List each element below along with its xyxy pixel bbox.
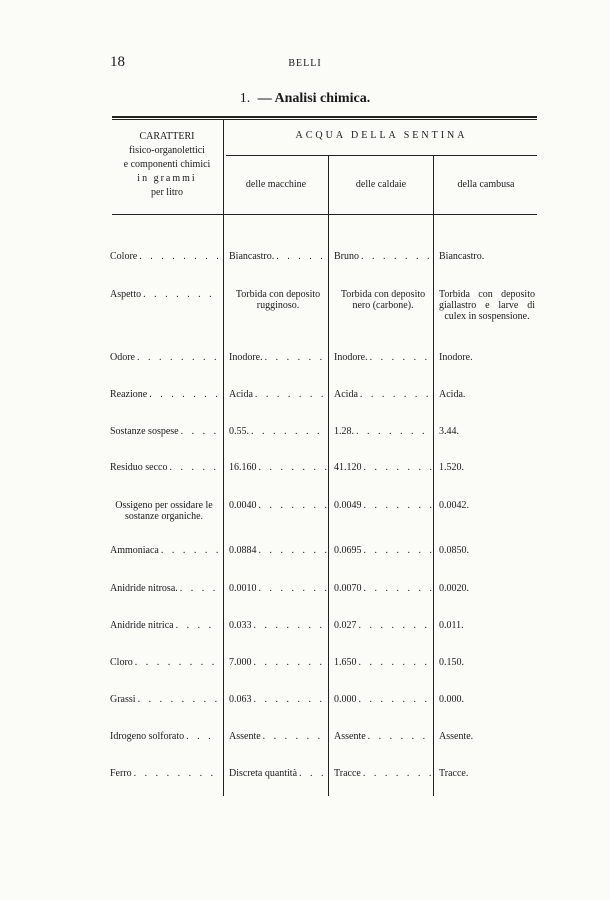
cell-value: Inodore. . . . xyxy=(229,352,327,363)
row-label: Sostanze sospese . . . xyxy=(110,426,218,437)
cell-value: Inodore. xyxy=(439,352,473,363)
cell-value: 0.0040 . . . xyxy=(229,500,327,511)
cell-value: 0.0042. xyxy=(439,500,469,511)
column-header: della cambusa xyxy=(457,179,515,190)
header-line: fisico-organolettici xyxy=(129,145,205,156)
group-header: ACQUA DELLA SENTINA xyxy=(295,130,468,141)
section-title-text: — Analisi chimica. xyxy=(257,91,371,106)
cell-value: Biancastro. xyxy=(439,251,485,262)
cell-value: 0.0850. xyxy=(439,545,469,556)
cell-value: Tracce. xyxy=(439,768,469,779)
header-line: e componenti chimici xyxy=(123,159,211,170)
header-line: in grammi xyxy=(137,173,197,184)
column-divider xyxy=(433,156,434,796)
row-label: Grassi . . . xyxy=(110,694,218,705)
column-divider xyxy=(223,120,224,796)
cell-value: 0.0884 . . . xyxy=(229,545,327,556)
cell-value: Bruno . . . xyxy=(334,251,432,262)
header-bottom-rule xyxy=(112,214,537,215)
cell-value: 0.0049 . . . xyxy=(334,500,432,511)
cell-value: 0.150. xyxy=(439,657,464,668)
cell-value: Assente . . . xyxy=(334,731,432,742)
column-divider xyxy=(328,156,329,796)
cell-value: 0.033 . . . xyxy=(229,620,327,631)
column-header: delle caldaie xyxy=(355,179,407,190)
row-label: Aspetto . . . xyxy=(110,289,218,300)
cell-value: 0.0695 . . . xyxy=(334,545,432,556)
column-header: delle macchine xyxy=(245,179,307,190)
page-number: 18 xyxy=(110,54,125,70)
group-header-rule xyxy=(226,155,537,156)
cell-value: 1.520. xyxy=(439,462,464,473)
table-top-rule xyxy=(112,116,537,118)
cell-value: 0.063 . . . xyxy=(229,694,327,705)
cell-value: Acida . . . xyxy=(229,389,327,400)
cell-value: 0.000. xyxy=(439,694,464,705)
row-label: Ferro . . . xyxy=(110,768,218,779)
cell-value: Acida . . . xyxy=(334,389,432,400)
row-label: Ammoniaca . . . xyxy=(110,545,218,556)
header-line: CARATTERI xyxy=(139,131,195,142)
cell-value: 0.55. . . . xyxy=(229,426,327,437)
cell-value: Torbida con deposito giallastro e larve di culex in sospensione. xyxy=(439,289,535,322)
cell-value: Discreta quantità . . . xyxy=(229,768,327,779)
row-label: Residuo secco . . . xyxy=(110,462,218,473)
row-label: Idrogeno solforato . . . xyxy=(110,731,218,742)
section-title xyxy=(0,91,610,107)
cell-value: 16.160 . . . xyxy=(229,462,327,473)
cell-value: Inodore. . . . xyxy=(334,352,432,363)
cell-value: 1.28. . . . xyxy=(334,426,432,437)
row-label: Anidride nitrosa. . . . xyxy=(110,583,218,594)
row-label: Reazione . . . xyxy=(110,389,218,400)
cell-value: 0.0020. xyxy=(439,583,469,594)
cell-value: Torbida con deposito rugginoso. xyxy=(235,289,321,311)
running-head: BELLI xyxy=(288,58,322,69)
cell-value: Assente. xyxy=(439,731,474,742)
cell-value: 41.120 . . . xyxy=(334,462,432,473)
row-label: Ossigeno per ossidare le sostanze organiche. xyxy=(115,500,213,522)
row-label: Colore . . . xyxy=(110,251,218,262)
row-label: Cloro . . . xyxy=(110,657,218,668)
row-label: Anidride nitrica . . . xyxy=(110,620,218,631)
header-characters xyxy=(112,130,222,200)
cell-value: 3.44. xyxy=(439,426,459,437)
cell-value: Tracce . . . xyxy=(334,768,432,779)
cell-value: Torbida con deposito nero (carbone). xyxy=(340,289,426,311)
cell-value: 7.000 . . . xyxy=(229,657,327,668)
cell-value: Biancastro. . . . xyxy=(229,251,327,262)
cell-value: Acida. xyxy=(439,389,466,400)
cell-value: 0.000 . . . xyxy=(334,694,432,705)
table-top-rule-thin xyxy=(112,119,537,120)
cell-value: 0.027 . . . xyxy=(334,620,432,631)
header-line: per litro xyxy=(151,187,183,198)
row-label: Odore . . . xyxy=(110,352,218,363)
cell-value: 0.0010 . . . xyxy=(229,583,327,594)
section-number: 1. xyxy=(239,91,251,106)
cell-value: 0.0070 . . . xyxy=(334,583,432,594)
cell-value: 1.650 . . . xyxy=(334,657,432,668)
cell-value: 0.011. xyxy=(439,620,464,631)
cell-value: Assente . . . xyxy=(229,731,327,742)
